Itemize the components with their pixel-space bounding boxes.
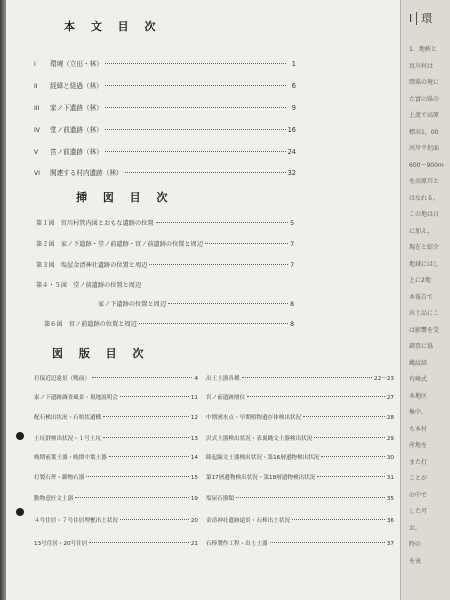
adjacent-page-text-line: 縄紋結 [409, 359, 428, 367]
adjacent-page-text-line: 河岸平坦面 [409, 145, 440, 152]
toc-item-number: II [34, 83, 38, 90]
plate-page: 13 [190, 436, 198, 442]
plate-item [206, 494, 394, 502]
toc-item [34, 80, 296, 90]
toc-item-label: 関連する村内遺跡（林） [50, 169, 123, 177]
leader-dots [205, 243, 288, 244]
leader-dots [89, 542, 188, 543]
binding-hole [16, 508, 24, 516]
toc-item-label: 宮ノ前遺跡（林） [50, 148, 103, 156]
toc-item [34, 58, 296, 68]
figure-page: 8 [290, 301, 294, 308]
adjacent-page-text-line: 宮川村は [409, 62, 434, 70]
adjacent-page-text-line: 上流で高原 [409, 112, 440, 119]
adjacent-page-text-line: ち本村 [409, 425, 428, 433]
adjacent-page-text-line: 上に2地 [409, 277, 431, 284]
plate-label: 金清神社遺跡遠景・石棒出土状況 [206, 518, 290, 524]
adjacent-page-header [409, 10, 432, 26]
toc-item-number: V [34, 149, 39, 156]
adjacent-page-text-line: はなれる。 [409, 194, 440, 202]
toc-item [34, 124, 296, 134]
toc-item [34, 102, 296, 112]
figure-toc-item [36, 239, 294, 248]
plate-page: 22〜23 [374, 376, 394, 382]
leader-dots [125, 172, 286, 173]
adjacent-page-text-line: 本報告で [409, 293, 434, 301]
toc-item-page: 32 [287, 169, 296, 177]
plate-page: 20 [190, 518, 198, 524]
figure-page: 5 [290, 220, 294, 227]
plate-label: 13号住居・20号住居 [34, 541, 88, 547]
plate-page: 11 [190, 395, 198, 401]
plate-page: 19 [190, 496, 198, 502]
toc-item-label: 経緯と経過（林） [50, 82, 103, 90]
toc-item-label: 堂ノ前遺跡（林） [50, 126, 103, 134]
plate-page: 36 [386, 518, 394, 524]
leader-dots [120, 396, 189, 397]
plate-item [34, 516, 198, 524]
plate-label: ４号住居・７号住居埋甕出土状況 [34, 518, 118, 524]
plate-item [206, 453, 394, 461]
figure-toc-item [98, 299, 294, 308]
plate-page: 15 [190, 475, 198, 481]
adjacent-page [400, 0, 450, 600]
figure-label: 第６図 宮ノ前遺跡の位置と周辺 [44, 321, 137, 328]
leader-dots [105, 151, 286, 152]
plate-page: 30 [386, 455, 394, 461]
adjacent-page-text-line: 標高1，00 [409, 128, 439, 136]
leader-dots [317, 476, 385, 477]
leader-dots [156, 222, 289, 223]
plate-page: 29 [386, 436, 394, 442]
plate-page: 27 [386, 395, 394, 401]
figure-label: 第３図 塩屋金清神社遺跡の位置と周辺 [36, 262, 148, 269]
leader-dots [109, 456, 189, 457]
adjacent-page-text-line: 岡県の境に [409, 79, 440, 86]
plate-label: 石棒製作工程・出土土器 [206, 541, 268, 547]
plate-item [34, 494, 198, 502]
figure-toc-item [44, 319, 294, 328]
toc-item-page: 16 [287, 126, 296, 134]
figure-page: 8 [290, 321, 294, 328]
adjacent-page-text-line: 有峰式 [409, 376, 428, 383]
leader-dots [92, 377, 192, 378]
leader-dots [168, 303, 288, 304]
toc-item-page: 6 [291, 82, 296, 90]
plate-page: 37 [386, 541, 394, 547]
adjacent-page-text-line: は影響を受 [409, 326, 440, 334]
plate-item [34, 539, 198, 547]
adjacent-page-text-line: ことが [409, 475, 428, 482]
plate-label: 打製石斧・御物石器 [34, 475, 85, 481]
plate-page: 14 [190, 455, 198, 461]
toc-item-page: 9 [291, 104, 296, 112]
plate-item [34, 413, 198, 421]
plate-label: 土坑群検出状況・１号土坑 [34, 436, 102, 442]
plate-item [206, 539, 394, 547]
binding-hole [16, 432, 24, 440]
plate-page: 31 [386, 475, 394, 481]
plate-label: 打保近辺遠景（鵯前） [34, 376, 90, 382]
adjacent-page-text-line: 600〜900m [409, 161, 444, 169]
adjacent-page-text-line: 現在と紹介 [409, 244, 440, 251]
chapter-title: 環 [421, 12, 433, 25]
leader-dots [292, 519, 385, 520]
plate-item [206, 413, 394, 421]
toc-item-number: IV [34, 127, 40, 134]
plate-page: 21 [190, 541, 198, 547]
leader-dots [247, 396, 385, 397]
adjacent-page-text-line: 時の [409, 541, 422, 548]
plate-label: 晩期前葉土器・晩期中葉土器 [34, 455, 107, 461]
plate-item [206, 374, 394, 382]
plate-item [34, 374, 198, 382]
plate-item [34, 434, 198, 442]
adjacent-page-text-line: した可 [409, 508, 428, 515]
figure-page: 7 [290, 262, 294, 269]
adjacent-page-text-line: を高原川と [409, 178, 440, 185]
plate-label: 出土土器各種 [206, 376, 240, 382]
adjacent-page-text-line: 本地区 [409, 392, 428, 400]
document-page [6, 0, 400, 600]
leader-dots [303, 416, 385, 417]
plate-item [34, 453, 198, 461]
toc-item-number: I [34, 61, 36, 68]
figure-toc-item [36, 260, 294, 269]
leader-dots [149, 264, 288, 265]
toc-item [34, 146, 296, 156]
plate-label: 家ノ下遺跡調査風景・現地説明会 [34, 395, 118, 401]
adjacent-page-text-line: 調査に協 [409, 343, 434, 350]
plate-page: 28 [386, 415, 394, 421]
toc-item-number: III [34, 105, 40, 112]
plate-page: 35 [386, 496, 394, 502]
adjacent-page-text-line: を表 [409, 557, 422, 565]
figure-label: 第１図 宮川村管内図とおもな遺跡の位置 [36, 220, 154, 227]
plate-label: 第17層遺物検出状況・第18層遺物検出状況 [206, 475, 316, 481]
plate-label: 隆起線文土器検出状況・第16層遺物検出状況 [206, 455, 320, 461]
plate-label: 配石検出状況・石棺状遺構 [34, 415, 102, 421]
leader-dots [105, 63, 286, 64]
leader-dots [86, 476, 189, 477]
toc-item [34, 167, 296, 177]
toc-item-page: 1 [291, 60, 296, 68]
toc-item-label: 環境（立田・林） [50, 60, 103, 68]
leader-dots [270, 542, 385, 543]
leader-dots [314, 437, 385, 438]
plate-label: 動物意匠文土器 [34, 496, 74, 502]
figure-toc-item [36, 218, 294, 227]
adjacent-page-text-line: 出土品にこ [409, 310, 440, 317]
leader-dots [105, 129, 286, 130]
main-toc-title: 本 文 目 次 [64, 20, 162, 33]
plate-item [206, 393, 394, 401]
plate-toc-title: 図 版 目 次 [52, 347, 150, 360]
adjacent-page-text-line: の中で [409, 491, 428, 499]
leader-dots [321, 456, 384, 457]
adjacent-page-text-line: また打 [409, 458, 428, 466]
plate-item [206, 516, 394, 524]
leader-dots [103, 416, 189, 417]
figure-label: 第４・５図 堂ノ前遺跡の位置と周辺 [36, 282, 142, 289]
figure-label: 家ノ下遺跡の位置と周辺 [98, 301, 167, 308]
chapter-number: I [409, 12, 417, 25]
plate-page: 12 [190, 415, 198, 421]
adjacent-page-text-line: た富山県の [409, 95, 440, 103]
plate-item [206, 434, 394, 442]
plate-label: 沢式土器検出状況・表裏縄文土器検出状況 [206, 436, 313, 442]
plate-item [34, 393, 198, 401]
leader-dots [236, 497, 385, 498]
adjacent-page-text-line: 産地を [409, 442, 428, 449]
plate-label: 中期湧水点・早期植物遺存体検出状況 [206, 415, 302, 421]
leader-dots [105, 85, 286, 86]
plate-label: 宮ノ前遺跡層位 [206, 395, 246, 401]
adjacent-page-text-line: 1．地峡と [409, 46, 437, 53]
figure-toc-title: 挿 図 目 次 [76, 191, 174, 204]
plate-label: 塩屋石器類 [206, 496, 234, 502]
leader-dots [120, 519, 189, 520]
toc-item-label: 家ノ下遺跡（林） [50, 104, 103, 112]
plate-item [34, 473, 198, 481]
leader-dots [75, 497, 189, 498]
figure-page: 7 [290, 241, 294, 248]
figure-label: 第２図 家ノ下遺跡・堂ノ前遺跡・宮ノ前遺跡の位置と周辺 [36, 241, 204, 248]
leader-dots [242, 377, 373, 378]
adjacent-page-text-line: 地域にはし [409, 260, 440, 268]
adjacent-page-text-line: お， [409, 524, 422, 532]
adjacent-page-text-line: に加え， [409, 227, 434, 235]
toc-item-number: VI [34, 170, 40, 177]
plate-item [206, 473, 394, 481]
toc-item-page: 24 [287, 148, 296, 156]
figure-toc-item [36, 280, 216, 289]
plate-page: 4 [194, 376, 198, 382]
leader-dots [103, 437, 189, 438]
leader-dots [139, 323, 288, 324]
adjacent-page-text-line: 集中， [409, 409, 428, 416]
leader-dots [105, 107, 286, 108]
adjacent-page-text-line: この地は日 [409, 211, 440, 218]
